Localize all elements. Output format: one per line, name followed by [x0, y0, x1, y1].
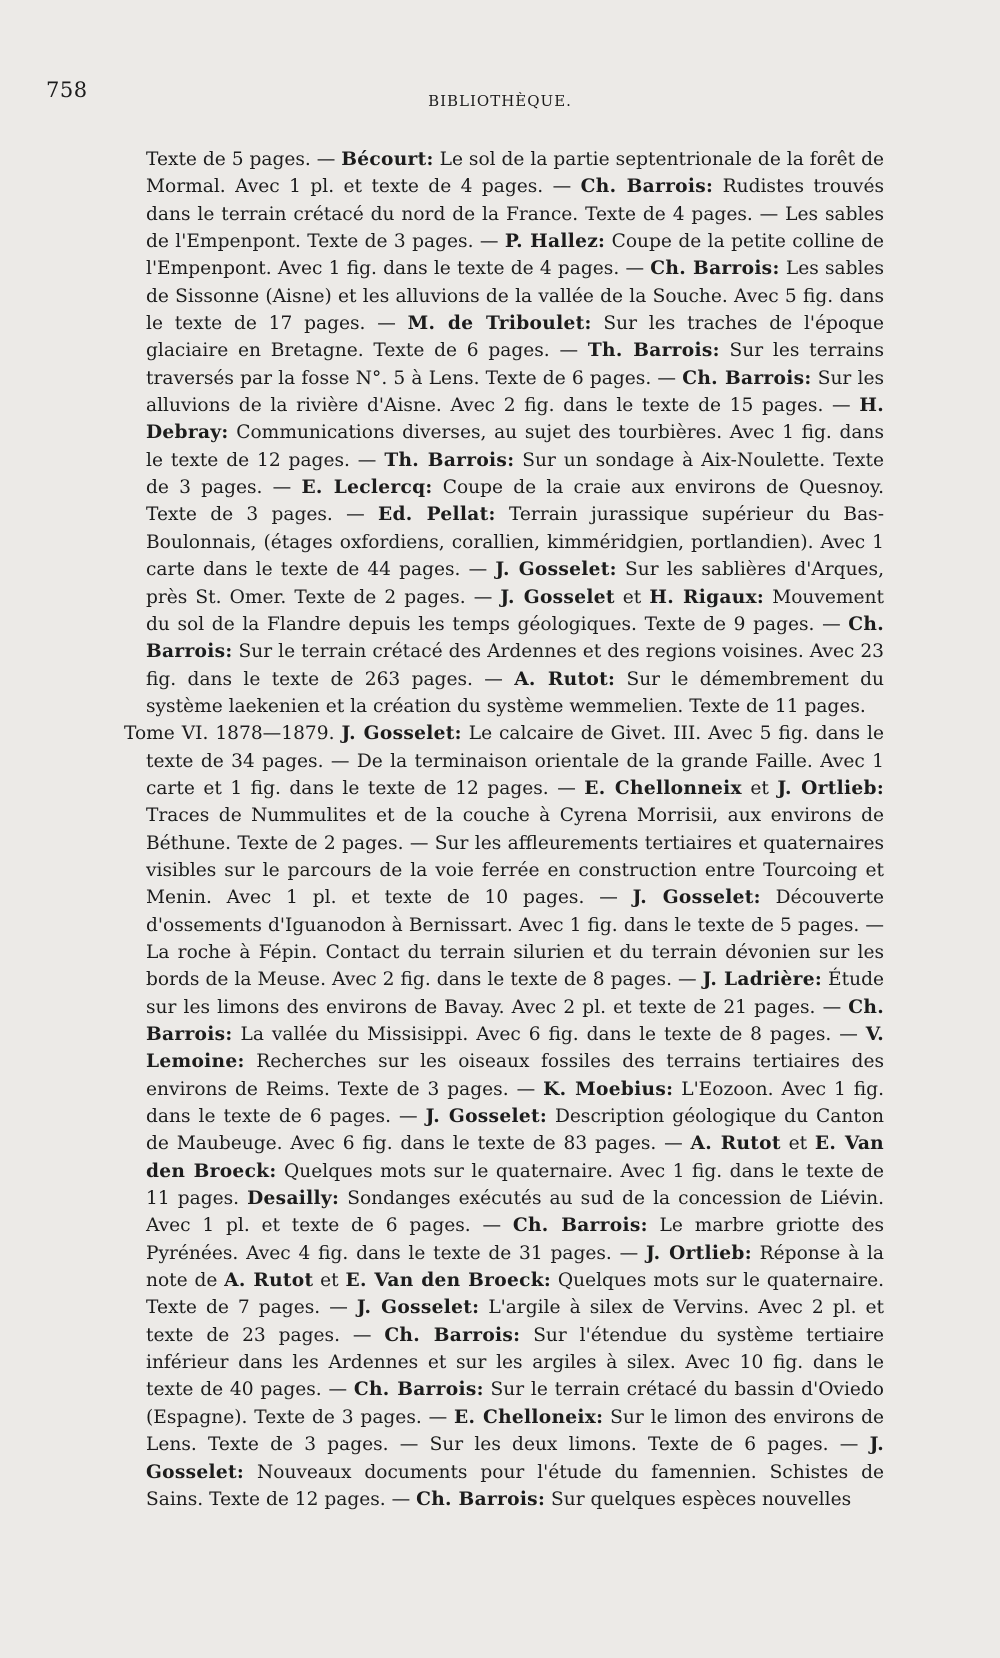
text-segment: Communications diverses, au sujet des tourbières. Avec 1 fig. dans le texte de 12 pages. — [146, 422, 884, 471]
text-segment: Étude sur les limons des environs de Bavay. Avec 2 pl. et texte de 21 pages. — [146, 969, 884, 1018]
author-name: A. Rutot [224, 1270, 314, 1292]
text-segment: Sur l'étendue du système tertiaire inférieur dans les Ardennes et sur les argiles à silex. Avec 10 fig. dans le texte de 40 pages. — [146, 1324, 884, 1401]
author-name: H. Debray: [146, 395, 884, 444]
text-segment: et [614, 586, 650, 608]
running-head: BIBLIOTHÈQUE. [428, 92, 572, 110]
page-number: 758 [46, 78, 88, 102]
author-name: E. Van den Broeck: [146, 1133, 885, 1182]
author-name: J. Gosselet: [495, 559, 617, 581]
text-segment: Quelques mots sur le quaternaire. Avec 1 fig. dans le texte de 11 pages. [146, 1160, 885, 1210]
text-segment: L'argile à silex de Vervins. Avec 2 pl. et texte de 23 pages. — [146, 1297, 885, 1346]
text-segment: Tome VI. 1878—1879. [124, 723, 342, 745]
author-name: J. Gosselet: [425, 1106, 547, 1128]
text-segment: Sur quelques espèces nouvelles [545, 1488, 852, 1510]
text-segment: Recherches sur les oiseaux fossiles des terrains tertiaires des environs de Reims. Texte de 3 pages. — [146, 1051, 884, 1100]
author-name: E. Leclercq: [301, 477, 433, 499]
author-name: P. Hallez: [504, 231, 606, 253]
text-segment: Sur un sondage à Aix-Noulette. Texte de 3 pages. — [146, 449, 884, 499]
text-segment: Sur le terrain crétacé du bassin d'Oviedo (Espagne). Texte de 3 pages. — [146, 1379, 884, 1428]
author-name: Ch. Barrois: [650, 258, 780, 280]
author-name: H. Rigaux: [649, 586, 765, 608]
author-name: E. Chelloneix: [454, 1406, 604, 1428]
text-segment: Sondanges exécutés au sud de la concession de Liévin. Avec 1 pl. et texte de 6 pages. — [146, 1188, 885, 1237]
text-segment: et [313, 1270, 346, 1292]
text-segment: Les sables de Sissonne (Aisne) et les alluvions de la vallée de la Souche. Avec 5 fig. dans le texte de 17 pages. — [146, 258, 884, 335]
body-text [124, 146, 884, 1513]
text-segment: et [741, 777, 778, 799]
text-segment: Texte de 5 pages. — [146, 149, 342, 170]
text-segment: Traces de Nummulites et de la couche à Cyrena Morrisii, aux environs de Béthune. Texte de 2 pages. — Sur les affleurements tertiaires et quaternaires visibles sur le parcours de la voie ferrée en construction entre Tourcoing et Menin. Avec 1 pl. et texte de 10 pages. — [146, 805, 884, 909]
author-name: A. Rutot [690, 1133, 781, 1155]
author-name: V. Lemoine: [146, 1024, 884, 1073]
text-segment: La vallée du Missisippi. Avec 6 fig. dans le texte de 8 pages. — [232, 1024, 866, 1045]
author-name: Ch. Barrois: [384, 1324, 521, 1346]
author-name: Th. Barrois: [384, 449, 515, 471]
text-segment: et [780, 1133, 815, 1155]
author-name: J. Gosselet: [146, 1434, 884, 1483]
author-name: Th. Barrois: [587, 340, 720, 362]
text-segment: Sur le terrain crétacé des Ardennes et des regions voisines. Avec 23 fig. dans le texte de 263 pages. — [146, 641, 884, 690]
author-name: Ed. Pellat: [377, 504, 496, 526]
author-name: J. Gosselet: [356, 1297, 480, 1319]
author-name: J. Ortlieb: [777, 777, 884, 799]
author-name: A. Rutot: [514, 668, 616, 690]
text-segment: Sur les alluvions de la rivière d'Aisne. Avec 2 fig. dans le texte de 15 pages. — [146, 367, 884, 417]
text-segment: Coupe de la petite colline de l'Empenpont. Avec 1 fig. dans le texte de 4 pages. — [146, 231, 884, 280]
text-segment: Sur les terrains traversés par la fosse N°. 5 à Lens. Texte de 6 pages. — [146, 340, 884, 389]
text-segment: Quelques mots sur le quaternaire. Texte de 7 pages. — [146, 1270, 884, 1319]
author-name: E. Van den Broeck: [345, 1270, 552, 1292]
text-segment: Nouveaux documents pour l'étude du famennien. Schistes de Sains. Texte de 12 pages. — [146, 1461, 884, 1510]
text-segment: Sur le limon des environs de Lens. Texte de 3 pages. — Sur les deux limons. Texte de 6 pages. — [146, 1406, 885, 1456]
author-name: J. Gosselet [500, 586, 615, 608]
text-segment: Sur les traches de l'époque glaciaire en Bretagne. Texte de 6 pages. — [146, 313, 884, 362]
text-segment: Sur le démembrement du système laekenien et la création du système wemmelien. Texte de 11 pages. [146, 668, 884, 717]
text-segment: Mouvement du sol de la Flandre depuis les temps géologiques. Texte de 9 pages. — [146, 586, 884, 635]
text-segment: Le sol de la partie septentrionale de la forêt de Mormal. Avec 1 pl. et texte de 4 pages. — [146, 149, 884, 198]
author-name: Ch. Barrois: [682, 367, 812, 389]
text-segment: Sur les sablières d'Arques, près St. Omer. Texte de 2 pages. — [146, 559, 884, 608]
author-name: E. Chellonneix [584, 777, 742, 799]
text-segment: Rudistes trouvés dans le terrain crétacé du nord de la France. Texte de 4 pages. — Les sables de l'Empenpont. Texte de 3 pages. — [146, 176, 884, 253]
author-name: M. de Triboulet: [407, 313, 592, 335]
text-segment: Le calcaire de Givet. III. Avec 5 fig. dans le texte de 34 pages. — De la terminaison orientale de la grande Faille. Avec 1 carte et 1 fig. dans le texte de 12 pages. — [146, 723, 884, 799]
text-segment: Découverte d'ossements d'Iguanodon à Bernissart. Avec 1 fig. dans le texte de 5 pages. — La roche à Fépin. Contact du terrain silurien et du terrain dévonien sur les bords de la Meuse. Avec 2 fig. dans le texte de 8 pages. — [146, 887, 884, 991]
paragraph-tome-vi [124, 720, 884, 1513]
author-name: J. Gosselet: [632, 887, 761, 909]
author-name: Ch. Barrois: [146, 996, 884, 1045]
author-name: Ch. Barrois: [146, 613, 884, 663]
text-segment: L'Eozoon. Avec 1 fig. dans le texte de 6 pages. — [146, 1078, 884, 1128]
author-name: Ch. Barrois: [580, 176, 714, 198]
author-name: Ch. Barrois: [512, 1215, 648, 1237]
author-name: J. Ortlieb: [646, 1242, 752, 1264]
text-segment: Réponse à la note de [146, 1242, 884, 1292]
text-segment: Terrain jurassique supérieur du Bas-Boulonnais, (étages oxfordiens, corallien, kimméridgien, portlandien). Avec 1 carte dans le texte de 44 pages. — [146, 504, 885, 581]
author-name: J. Ladrière: [702, 969, 823, 991]
text-segment: Le marbre griotte des Pyrénées. Avec 4 fig. dans le texte de 31 pages. — [146, 1215, 884, 1264]
author-name: K. Moebius: [543, 1078, 674, 1100]
text-segment: Coupe de la craie aux environs de Quesnoy. Texte de 3 pages. — [146, 477, 884, 526]
author-name: Desailly: [247, 1188, 340, 1210]
author-name: Bécourt: [341, 149, 434, 170]
author-name: Ch. Barrois: [416, 1488, 546, 1510]
text-segment: Description géologique du Canton de Maubeuge. Avec 6 fig. dans le texte de 83 pages. — [146, 1106, 884, 1155]
paragraph-continuation [124, 146, 884, 720]
author-name: J. Gosselet: [341, 723, 462, 745]
author-name: Ch. Barrois: [353, 1379, 484, 1401]
